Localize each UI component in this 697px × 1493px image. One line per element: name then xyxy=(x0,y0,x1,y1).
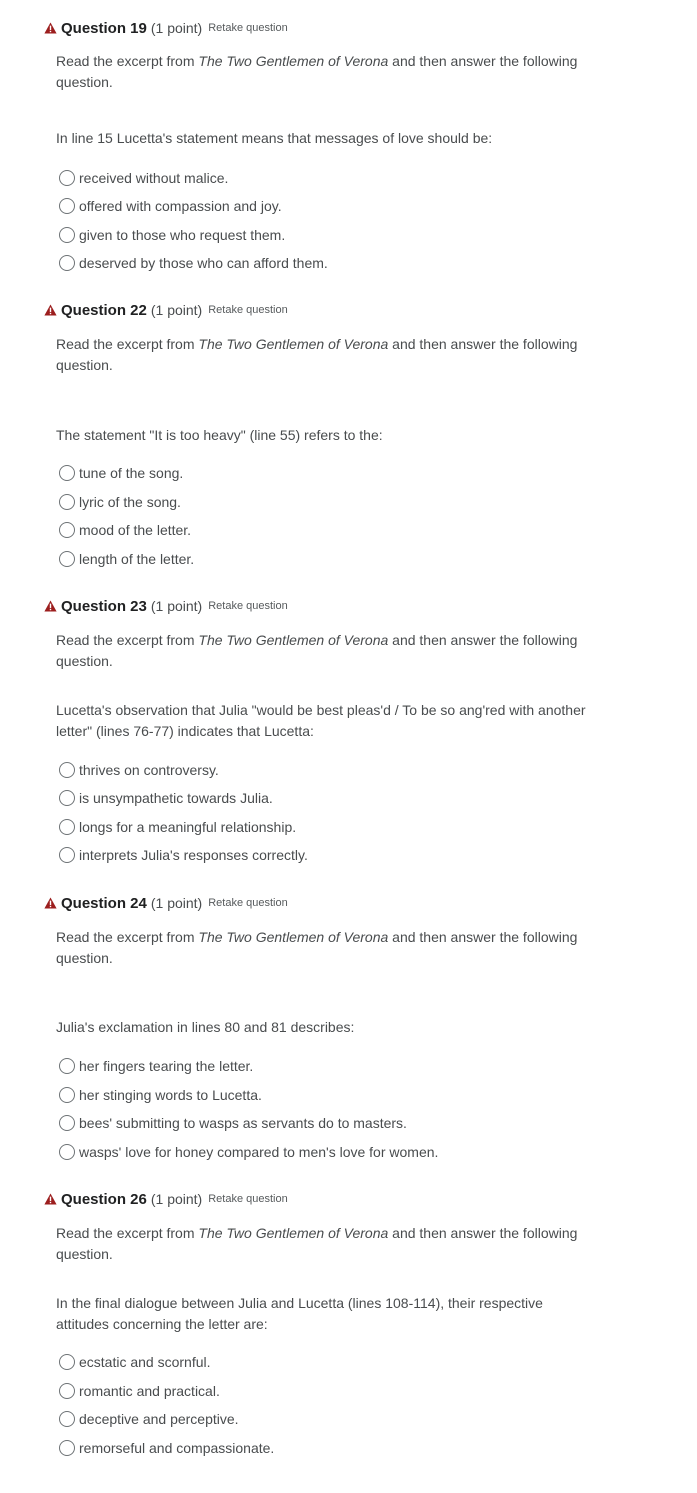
answer-option[interactable] xyxy=(59,1142,438,1162)
radio-button[interactable] xyxy=(59,847,75,863)
option-label: remorseful and compassionate. xyxy=(79,1440,275,1456)
radio-button[interactable] xyxy=(59,494,75,510)
radio-button[interactable] xyxy=(59,551,75,567)
answer-option[interactable] xyxy=(59,1438,274,1458)
question-title: Question 23 xyxy=(61,597,147,615)
question-title: Question 24 xyxy=(61,894,147,912)
radio-button[interactable] xyxy=(59,1144,75,1160)
answer-option[interactable] xyxy=(59,1409,239,1429)
option-label: romantic and practical. xyxy=(79,1383,220,1399)
warning-icon xyxy=(44,304,57,316)
radio-button[interactable] xyxy=(59,1411,75,1427)
radio-button[interactable] xyxy=(59,1440,75,1456)
question-header xyxy=(44,18,288,38)
question-points: (1 point) xyxy=(150,302,203,318)
question-prompt: Julia's exclamation in lines 80 and 81 describes: xyxy=(56,1019,355,1035)
radio-button[interactable] xyxy=(59,522,75,538)
answer-option[interactable] xyxy=(59,463,183,483)
answer-option[interactable] xyxy=(59,520,191,540)
radio-button[interactable] xyxy=(59,255,75,271)
question-header xyxy=(44,300,288,320)
question-prompt: In the final dialogue between Julia and Lucetta (lines 108-114), their respective attitudes concerning the letter are: xyxy=(56,1295,543,1332)
option-label: offered with compassion and joy. xyxy=(79,198,282,214)
question-intro: Read the excerpt from The Two Gentlemen of Verona and then answer the following question. xyxy=(56,929,578,966)
option-label: lyric of the song. xyxy=(79,494,181,510)
answer-option[interactable] xyxy=(59,1085,262,1105)
question-intro: Read the excerpt from The Two Gentlemen of Verona and then answer the following question. xyxy=(56,53,578,90)
radio-button[interactable] xyxy=(59,1115,75,1131)
radio-button[interactable] xyxy=(59,762,75,778)
radio-button[interactable] xyxy=(59,227,75,243)
option-label: longs for a meaningful relationship. xyxy=(79,819,297,835)
option-label: her stinging words to Lucetta. xyxy=(79,1087,262,1103)
answer-option[interactable] xyxy=(59,225,285,245)
question-title: Question 26 xyxy=(61,1190,147,1208)
option-label: thrives on controversy. xyxy=(79,762,219,778)
radio-button[interactable] xyxy=(59,790,75,806)
work-title: The Two Gentlemen of Verona xyxy=(198,336,389,352)
option-label: deserved by those who can afford them. xyxy=(79,255,328,271)
question-header xyxy=(44,596,288,616)
answer-option[interactable] xyxy=(59,492,181,512)
answer-option[interactable] xyxy=(59,760,219,780)
work-title: The Two Gentlemen of Verona xyxy=(198,929,389,945)
option-label: ecstatic and scornful. xyxy=(79,1354,211,1370)
radio-button[interactable] xyxy=(59,1058,75,1074)
answer-option[interactable] xyxy=(59,168,228,188)
retake-question-link[interactable]: Retake question xyxy=(208,1193,288,1205)
question-prompt: The statement "It is too heavy" (line 55) refers to the: xyxy=(56,427,383,443)
question-title: Question 19 xyxy=(61,19,147,37)
radio-button[interactable] xyxy=(59,819,75,835)
radio-button[interactable] xyxy=(59,198,75,214)
warning-icon xyxy=(44,22,57,34)
option-label: bees' submitting to wasps as servants do to masters. xyxy=(79,1115,407,1131)
answer-option[interactable] xyxy=(59,788,273,808)
answer-option[interactable] xyxy=(59,549,194,569)
radio-button[interactable] xyxy=(59,1383,75,1399)
question-header xyxy=(44,893,288,913)
retake-question-link[interactable]: Retake question xyxy=(208,304,288,316)
answer-option[interactable] xyxy=(59,1352,211,1372)
question-intro: Read the excerpt from The Two Gentlemen of Verona and then answer the following question. xyxy=(56,1225,578,1262)
question-prompt: In line 15 Lucetta's statement means that messages of love should be: xyxy=(56,130,493,146)
radio-button[interactable] xyxy=(59,465,75,481)
option-label: received without malice. xyxy=(79,170,229,186)
radio-button[interactable] xyxy=(59,170,75,186)
warning-icon xyxy=(44,600,57,612)
answer-option[interactable] xyxy=(59,253,328,273)
option-label: tune of the song. xyxy=(79,465,184,481)
option-label: interprets Julia's responses correctly. xyxy=(79,847,308,863)
question-title: Question 22 xyxy=(61,301,147,319)
option-label: length of the letter. xyxy=(79,551,195,567)
question-intro: Read the excerpt from The Two Gentlemen of Verona and then answer the following question. xyxy=(56,632,578,669)
question-points: (1 point) xyxy=(150,1191,203,1207)
warning-icon xyxy=(44,1193,57,1205)
option-label: given to those who request them. xyxy=(79,227,286,243)
work-title: The Two Gentlemen of Verona xyxy=(198,632,389,648)
option-label: wasps' love for honey compared to men's love for women. xyxy=(79,1144,439,1160)
question-prompt: Lucetta's observation that Julia "would be best pleas'd / To be so ang'red with another letter" (lines 76-77) indicates that Lucetta: xyxy=(56,702,586,739)
question-points: (1 point) xyxy=(150,598,203,614)
radio-button[interactable] xyxy=(59,1087,75,1103)
answer-option[interactable] xyxy=(59,1056,253,1076)
answer-option[interactable] xyxy=(59,817,296,837)
question-points: (1 point) xyxy=(150,20,203,36)
retake-question-link[interactable]: Retake question xyxy=(208,22,288,34)
option-label: her fingers tearing the letter. xyxy=(79,1058,254,1074)
work-title: The Two Gentlemen of Verona xyxy=(198,53,389,69)
option-label: mood of the letter. xyxy=(79,522,192,538)
question-intro: Read the excerpt from The Two Gentlemen of Verona and then answer the following question. xyxy=(56,336,578,373)
work-title: The Two Gentlemen of Verona xyxy=(198,1225,389,1241)
answer-option[interactable] xyxy=(59,845,308,865)
question-points: (1 point) xyxy=(150,895,203,911)
answer-option[interactable] xyxy=(59,1381,220,1401)
option-label: is unsympathetic towards Julia. xyxy=(79,790,273,806)
warning-icon xyxy=(44,897,57,909)
radio-button[interactable] xyxy=(59,1354,75,1370)
retake-question-link[interactable]: Retake question xyxy=(208,897,288,909)
option-label: deceptive and perceptive. xyxy=(79,1411,239,1427)
retake-question-link[interactable]: Retake question xyxy=(208,600,288,612)
answer-option[interactable] xyxy=(59,1113,407,1133)
answer-option[interactable] xyxy=(59,196,282,216)
question-header xyxy=(44,1189,288,1209)
